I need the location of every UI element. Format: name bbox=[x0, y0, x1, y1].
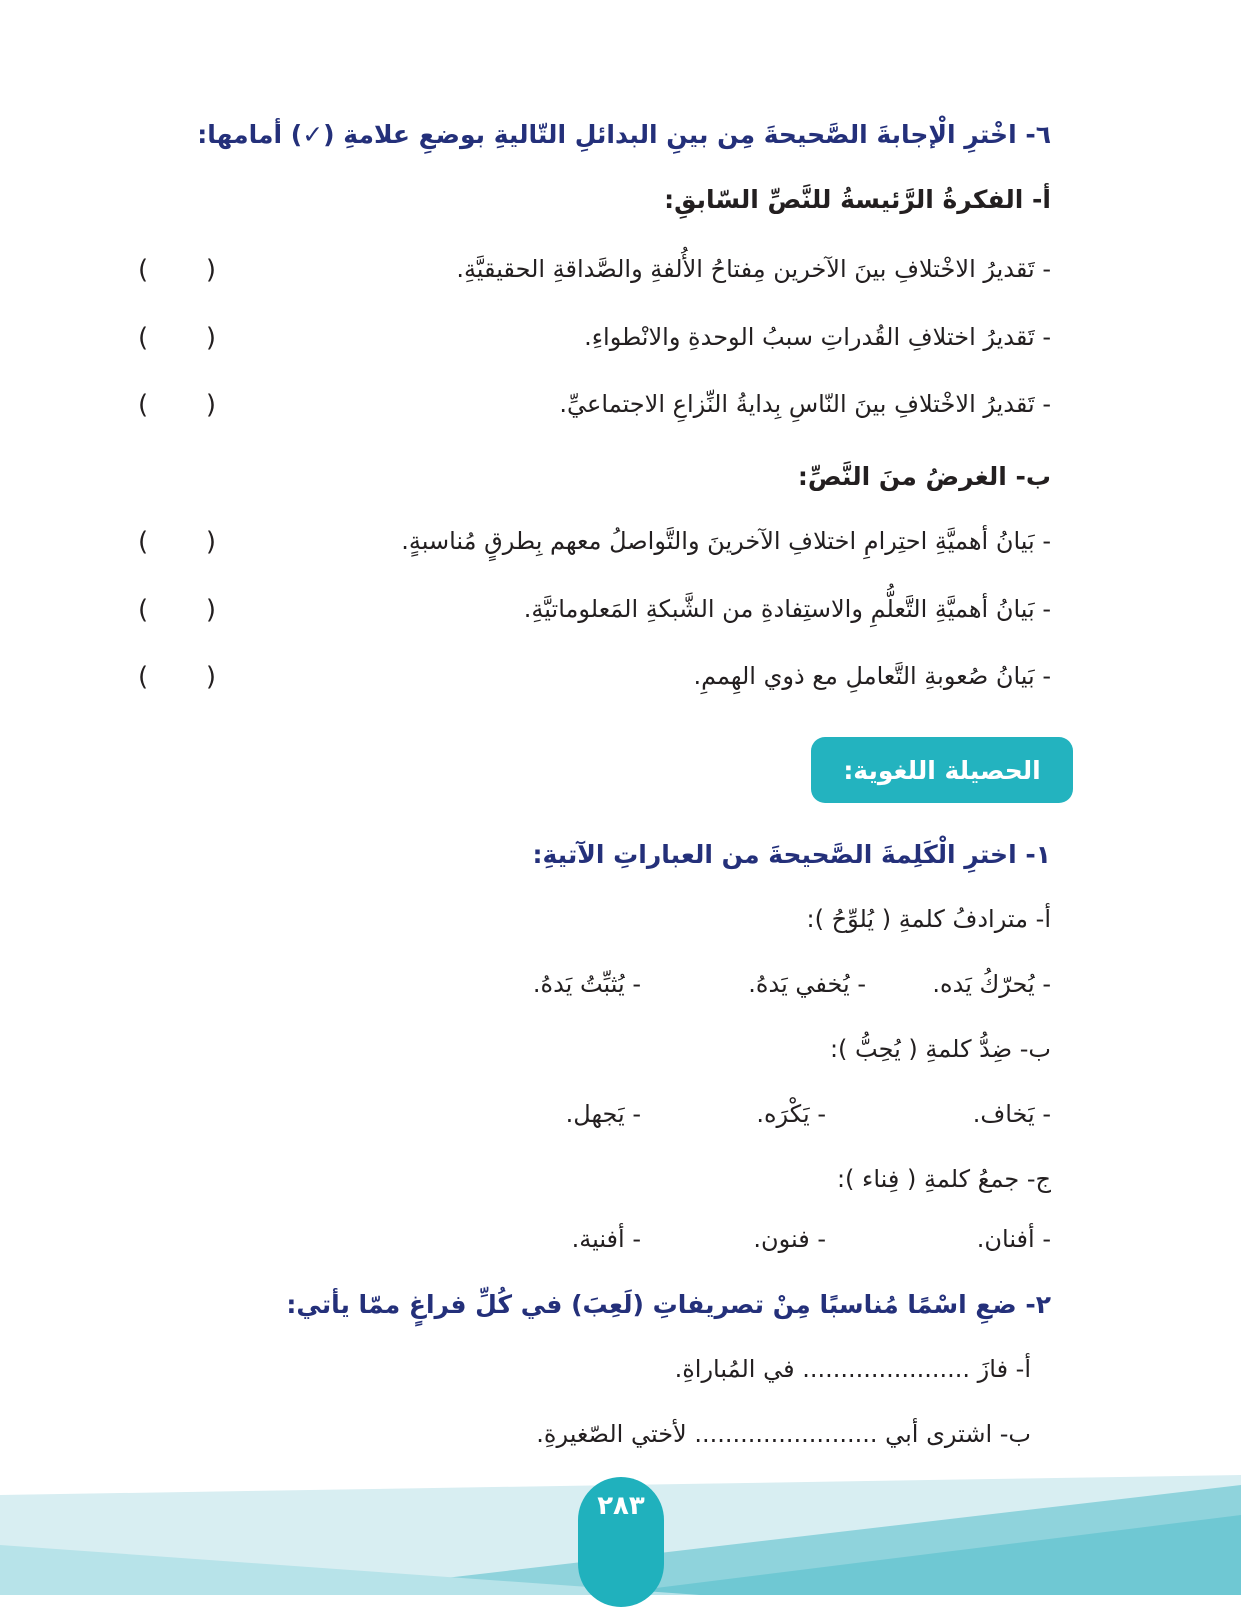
choice: - يُحرّكُ يَده. bbox=[932, 970, 1051, 998]
q1-c-prompt: ج- جمعُ كلمةِ ( فِناء ): bbox=[836, 1165, 1051, 1193]
q1-a-prompt: أ- مترادفُ كلمةِ ( يُلوِّحُ ): bbox=[806, 905, 1051, 933]
choice: - فنون. bbox=[753, 1225, 826, 1253]
section-badge: الحصيلة اللغوية: bbox=[811, 737, 1073, 803]
answer-box[interactable]: ( ) bbox=[138, 323, 216, 353]
answer-box[interactable]: ( ) bbox=[138, 255, 216, 285]
choice: - يَجهل. bbox=[565, 1100, 641, 1128]
choice: - يُثبِّتُ يَدهُ. bbox=[532, 970, 641, 998]
q2-title: ٢- ضعِ اسْمًا مُناسبًا مِنْ تصريفاتِ (لَعِبَ) في كُلِّ فراغٍ ممّا يأتي: bbox=[286, 1290, 1051, 1319]
q6-title: ٦- اخْترِ الْإجابةَ الصَّحيحةَ مِن بينِ البدائلِ التّاليةِ بوضعِ علامةِ (✓) أمامها: bbox=[197, 120, 1051, 149]
answer-box[interactable]: ( ) bbox=[138, 527, 216, 557]
q6-b-option-2: - بَيانُ أهميَّةِ التَّعلُّمِ والاستِفادةِ من الشَّبكةِ المَعلوماتيَّةِ. bbox=[523, 595, 1051, 623]
answer-box[interactable]: ( ) bbox=[138, 390, 216, 420]
q6-b-option-3: - بَيانُ صُعوبةِ التَّعاملِ مع ذوي الهِممِ. bbox=[693, 662, 1051, 690]
q1-title: ١- اخترِ الْكَلِمةَ الصَّحيحةَ من العباراتِ الآتيةِ: bbox=[532, 840, 1051, 869]
q6-part-a-heading: أ- الفكرةُ الرَّئيسةُ للنَّصِّ السّابقِ: bbox=[664, 185, 1051, 214]
choice: - يَخاف. bbox=[972, 1100, 1051, 1128]
choice: - أفنية. bbox=[571, 1225, 641, 1253]
answer-box[interactable]: ( ) bbox=[138, 595, 216, 625]
q2-item-a: أ- فازَ ...................... في المُباراةِ. bbox=[674, 1355, 1031, 1383]
q6-a-option-3: - تَقديرُ الاخْتلافِ بينَ النّاسِ بِدايةُ النِّزاعِ الاجتماعيِّ. bbox=[559, 390, 1051, 418]
q6-a-option-1: - تَقديرُ الاخْتلافِ بينَ الآخرين مِفتاحُ الأُلفةِ والصَّداقةِ الحقيقيَّةِ. bbox=[456, 255, 1051, 283]
choice: - يُخفي يَدهُ. bbox=[748, 970, 866, 998]
q1-b-prompt: ب- ضِدُّ كلمةِ ( يُحِبُّ ): bbox=[829, 1035, 1051, 1063]
page-number: ٢٨٣ bbox=[578, 1477, 664, 1607]
answer-box[interactable]: ( ) bbox=[138, 662, 216, 692]
q6-a-option-2: - تَقديرُ اختلافِ القُدراتِ سببُ الوحدةِ والانْطواءِ. bbox=[584, 323, 1051, 351]
choice: - يَكْرَه. bbox=[756, 1100, 826, 1128]
q6-b-option-1: - بَيانُ أهميَّةِ احتِرامِ اختلافِ الآخرينَ والتَّواصلُ معهم بِطرقٍ مُناسبةٍ. bbox=[401, 527, 1051, 555]
q2-item-b: ب- اشترى أبي ........................ لأختي الصّغيرةِ. bbox=[536, 1420, 1031, 1448]
choice: - أفنان. bbox=[976, 1225, 1051, 1253]
q6-part-b-heading: ب- الغرضُ منَ النَّصِّ: bbox=[797, 462, 1051, 491]
